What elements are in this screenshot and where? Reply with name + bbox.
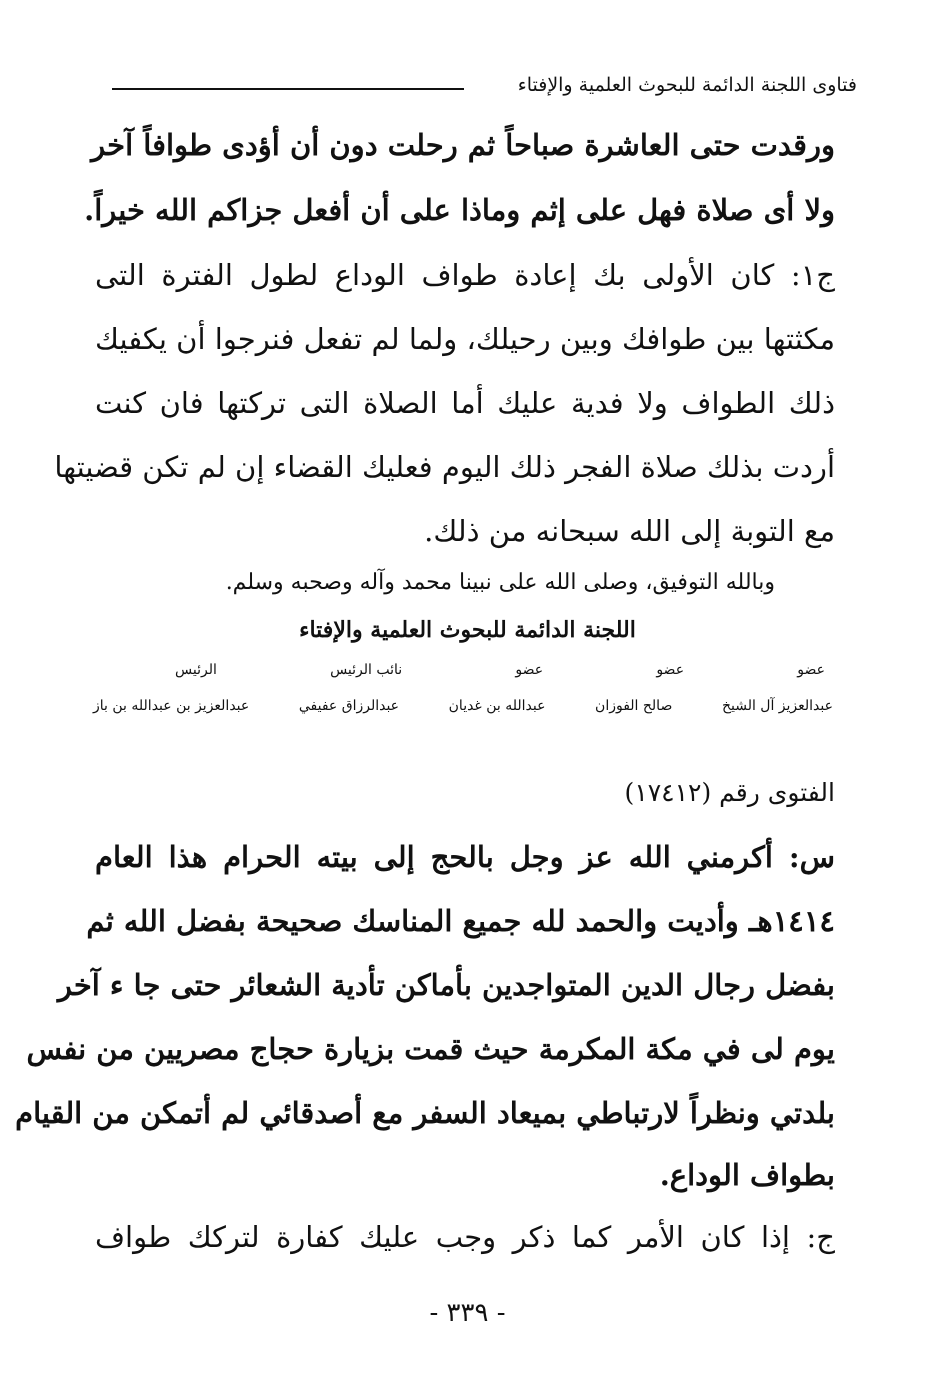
fatwa-answer-line-1: ج: إذا كان الأمر كما ذكر وجب عليك كفارة لتركك طواف: [95, 1220, 835, 1254]
name-member-2: صالح الفوزان: [595, 698, 673, 714]
signatory-roles: [95, 662, 835, 678]
answer-line-4: أردت بذلك صلاة الفجر ذلك اليوم فعليك القضاء إن لم تكن قضيتها: [54, 450, 835, 484]
role-member-2: عضو: [656, 662, 685, 678]
name-vice-president: عبدالرزاق عفيفي: [298, 698, 400, 714]
role-vice-president: نائب الرئيس: [330, 662, 403, 678]
fatwa-question-line-5: بلدتي ونظراً لارتباطي بميعاد السفر مع أصدقائي لم أتمكن من القيام: [15, 1096, 835, 1130]
question-line-2: ولا أى صلاة فهل على إثم وماذا على أن أفعل جزاكم الله خيراً.: [84, 193, 835, 227]
page-number: - ٣٣٩ -: [429, 1298, 506, 1328]
role-member-1: عضو: [797, 662, 825, 678]
fatwa-question-line-6: بطواف الوداع.: [659, 1158, 835, 1192]
committee-name: اللجنة الدائمة للبحوث العلمية والإفتاء: [299, 617, 636, 643]
fatwa-question-line-4: يوم لى في مكة المكرمة حيث قمت بزيارة حجاج مصريين من نفس: [26, 1032, 835, 1066]
answer-line-3: ذلك الطواف ولا فدية عليك أما الصلاة التى تركتها فان كنت: [95, 386, 835, 420]
fatwa-question-line-1: س: أكرمني الله عز وجل بالحج إلى بيته الحرام هذا العام: [95, 840, 835, 874]
running-header: فتاوى اللجنة الدائمة للبحوث العلمية والإفتاء: [517, 74, 857, 96]
name-member-3: عبدالله بن غديان: [448, 698, 546, 714]
name-president: عبدالعزيز بن عبدالله بن باز: [93, 698, 250, 714]
fatwa-title: الفتوى رقم (١٧٤١٢): [624, 778, 835, 807]
fatwa-question-line-2: ١٤١٤هـ وأديت والحمد لله جميع المناسك صحيحة بفضل الله ثم: [86, 904, 835, 938]
answer-line-1: ج١: كان الأولى بك إعادة طواف الوداع لطول الفترة التى: [95, 258, 835, 292]
role-president: الرئيس: [175, 662, 217, 678]
name-member-1: عبدالعزيز آل الشيخ: [721, 698, 833, 714]
closing-blessing: وبالله التوفيق، وصلى الله على نبينا محمد وآله وصحبه وسلم.: [225, 570, 775, 595]
role-member-3: عضو: [515, 662, 544, 678]
answer-line-5: مع التوبة إلى الله سبحانه من ذلك.: [424, 514, 835, 548]
question-line-1: ورقدت حتى العاشرة صباحاً ثم رحلت دون أن أؤدى طوافاً آخر: [91, 128, 835, 162]
answer-line-2: مكثتها بين طوافك وبين رحيلك، ولما لم تفعل فنرجوا أن يكفيك: [95, 322, 835, 356]
fatwa-question-line-3: بفضل رجال الدين المتواجدين بأماكن تأدية الشعائر حتى جا ء آخر: [57, 968, 835, 1002]
signatory-names: [93, 698, 833, 714]
header-rule: [112, 88, 464, 90]
